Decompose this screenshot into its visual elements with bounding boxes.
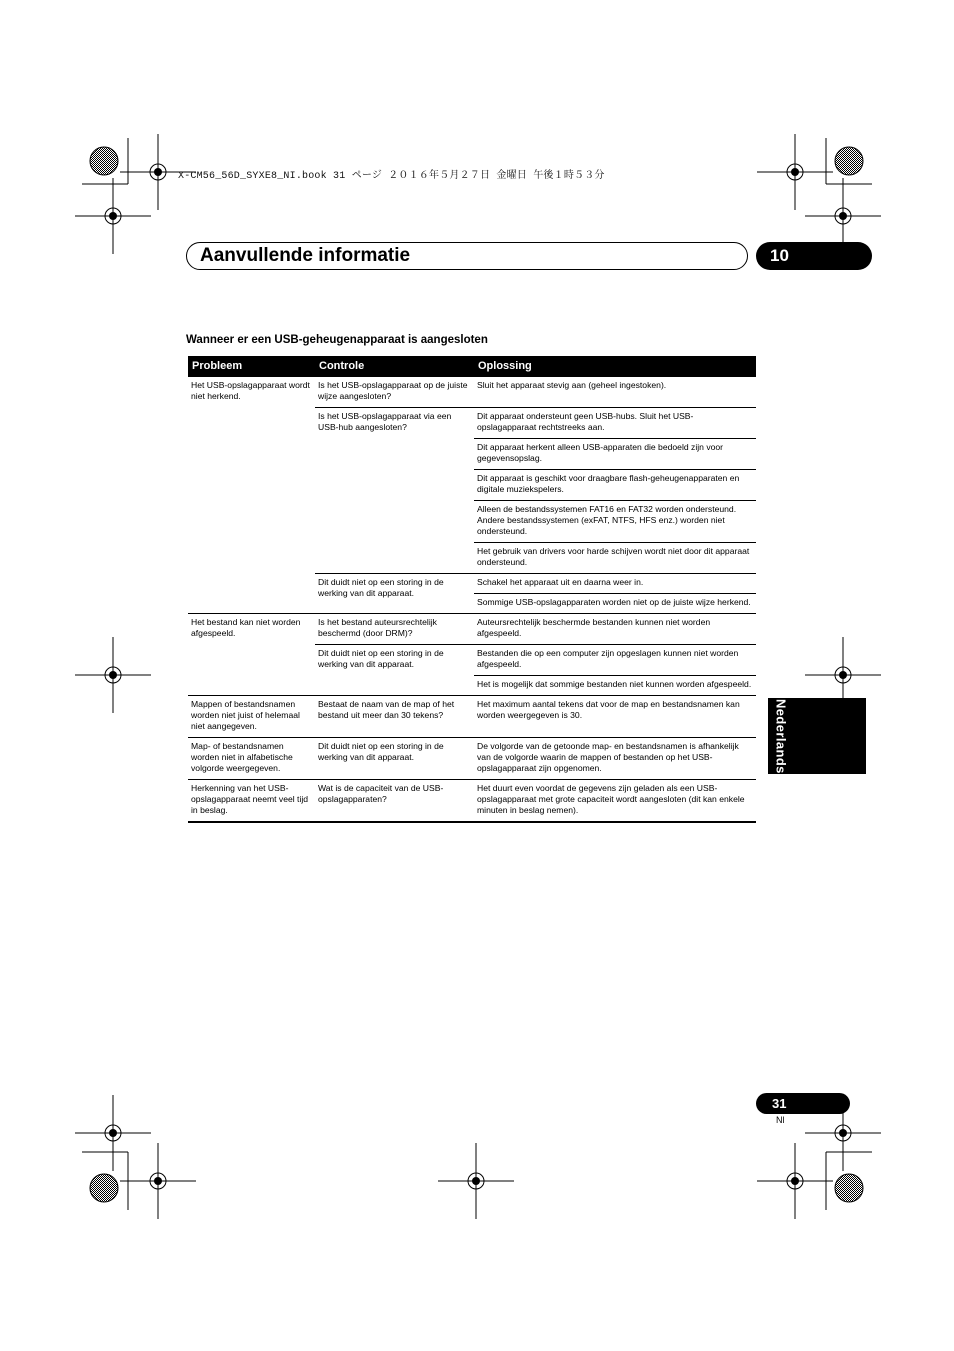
solution-cell: Het is mogelijk dat sommige bestanden niet kunnen worden afgespeeld. — [474, 676, 756, 696]
table-row — [188, 780, 756, 823]
problem-cell: Het USB-opslagapparaat wordt niet herkend. — [191, 380, 310, 401]
solution-cell: Sluit het apparaat stevig aan (geheel ingestoken). — [477, 380, 667, 390]
table-row — [188, 738, 756, 780]
table-row — [188, 377, 756, 408]
solution-cell: Auteursrechtelijk beschermde bestanden kunnen niet worden afgespeeld. — [474, 614, 756, 645]
solution-cell: Bestanden die op een computer zijn opgeslagen kunnen niet worden afgespeeld. — [474, 645, 756, 676]
check-cell: Is het USB-opslagapparaat via een USB-hub aangesloten? — [315, 408, 474, 574]
solution-cell: Het maximum aantal tekens dat voor de map en bestandsnamen kan worden weergegeven is 30. — [474, 696, 756, 738]
table-row — [188, 614, 756, 645]
page-number: 31 — [772, 1096, 787, 1111]
print-header: X-CM56_56D_SYXE8_NI.book 31 ページ ２０１６年５月２７日 金曜日 午後１時５３分 — [178, 171, 605, 182]
check-cell: Dit duidt niet op een storing in de werking van dit apparaat. — [315, 738, 474, 780]
solution-cell: De volgorde van de getoonde map- en bestandsnamen is afhankelijk van de volgorde waarin de mappen of bestanden op het USB-opslagapparaat zijn opgenomen. — [474, 738, 756, 780]
column-header-problem: Probleem — [188, 356, 315, 377]
section-title: Wanneer er een USB-geheugenapparaat is aangesloten — [186, 334, 488, 346]
check-cell: Is het USB-opslagapparaat op de juiste wijze aangesloten? — [318, 380, 468, 401]
solution-cell: Alleen de bestandssystemen FAT16 en FAT32 worden ondersteund. Andere bestandssystemen (exFAT, NTFS, HFS enz.) worden niet ondersteund. — [474, 501, 756, 543]
solution-cell: Sommige USB-opslagapparaten worden niet op de juiste wijze herkend. — [474, 594, 756, 614]
problem-cell: Het bestand kan niet worden afgespeeld. — [188, 614, 315, 696]
solution-cell: Het duurt even voordat de gegevens zijn geladen als een USB-opslagapparaat met grote capaciteit wordt aangesloten (dit kan enkele minuten in beslag nemen). — [474, 780, 756, 823]
check-cell: Dit duidt niet op een storing in de werking van dit apparaat. — [315, 645, 474, 696]
page-title: Aanvullende informatie — [200, 245, 411, 266]
check-cell: Is het bestand auteursrechtelijk beschermd (door DRM)? — [315, 614, 474, 645]
chapter-number: 10 — [770, 246, 789, 265]
problem-cell: Herkenning van het USB-opslagapparaat neemt veel tijd in beslag. — [188, 780, 315, 823]
check-cell: Wat is de capaciteit van de USB-opslagapparaten? — [315, 780, 474, 823]
problem-cell: Mappen of bestandsnamen worden niet juist of helemaal niet aangegeven. — [188, 696, 315, 738]
solution-cell: Dit apparaat ondersteunt geen USB-hubs. Sluit het USB-opslagapparaat rechtstreeks aan. — [474, 408, 756, 439]
column-header-check: Controle — [315, 356, 474, 377]
table-header-row — [188, 356, 756, 377]
table-row — [188, 696, 756, 738]
solution-cell: Schakel het apparaat uit en daarna weer in. — [474, 574, 756, 594]
solution-cell: Dit apparaat is geschikt voor draagbare flash-geheugenapparaten en digitale muziekspelers. — [474, 470, 756, 501]
page-language-code: Nl — [776, 1115, 785, 1125]
solution-cell: Dit apparaat herkent alleen USB-apparaten die bedoeld zijn voor gegevensopslag. — [474, 439, 756, 470]
language-tab-label: Nederlands — [773, 698, 789, 774]
solution-cell: Het gebruik van drivers voor harde schijven wordt niet door dit apparaat ondersteund. — [474, 543, 756, 574]
problem-cell: Map- of bestandsnamen worden niet in alfabetische volgorde weergegeven. — [188, 738, 315, 780]
check-cell: Dit duidt niet op een storing in de werking van dit apparaat. — [315, 574, 474, 614]
page-number-badge — [756, 1093, 850, 1114]
column-header-solution: Oplossing — [474, 356, 756, 377]
check-cell: Bestaat de naam van de map of het bestand uit meer dan 30 tekens? — [315, 696, 474, 738]
troubleshooting-table — [188, 356, 756, 823]
